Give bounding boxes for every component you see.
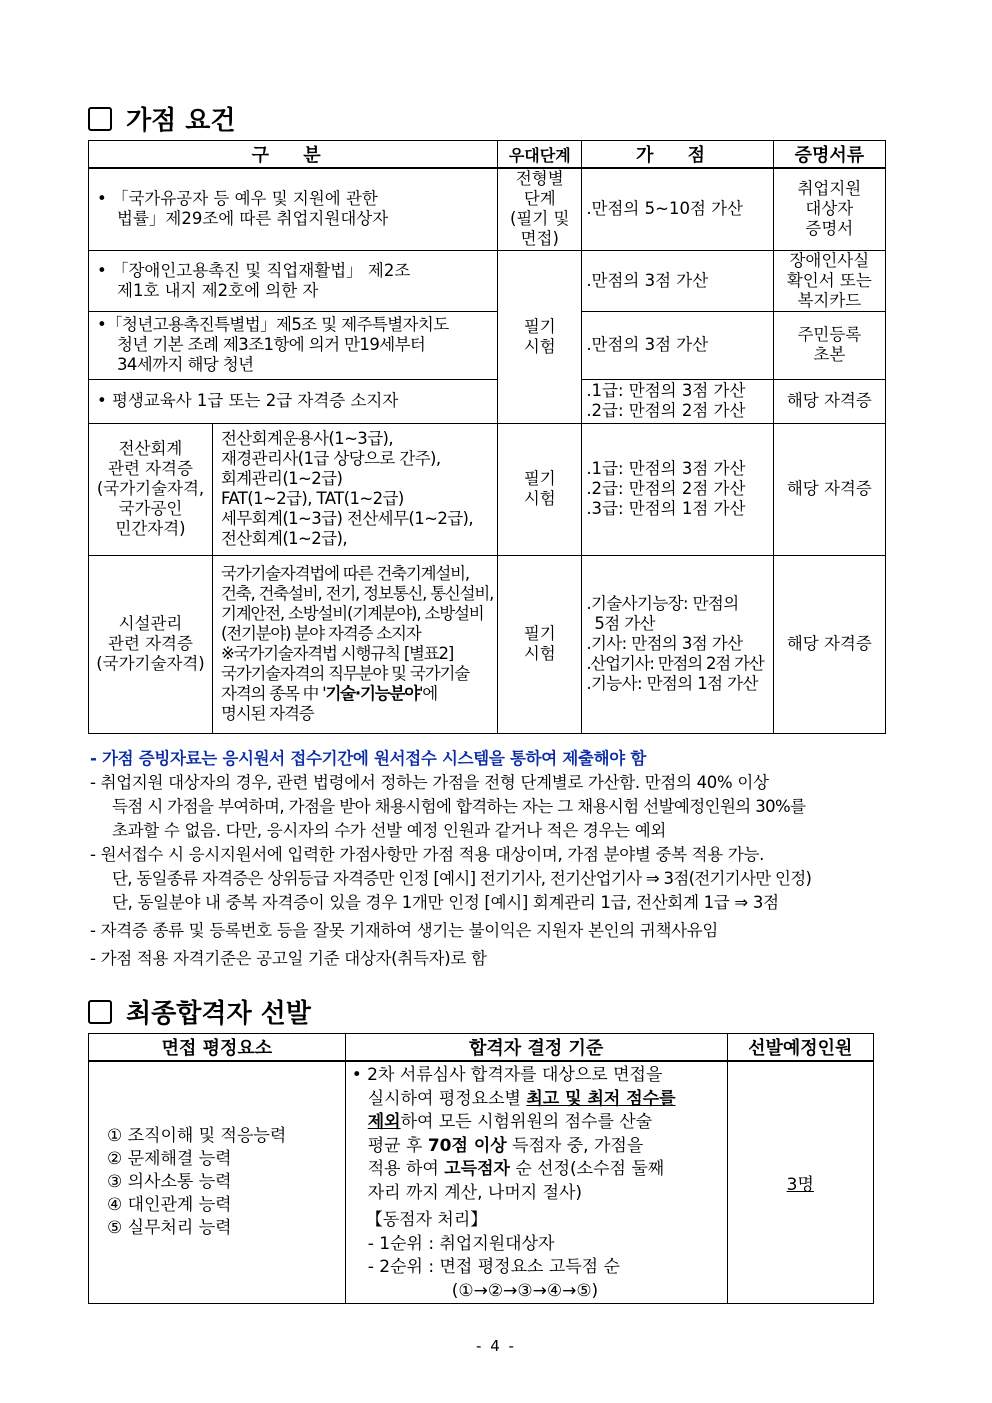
- text-line: 기계안전, 소방설비(기계분야), 소방설비: [220, 604, 484, 623]
- text-line: 필기: [523, 624, 556, 643]
- text: 실시하여 평정요소별: [367, 1088, 527, 1109]
- text-line: - 2순위 : 면접 평정요소 고득점 순: [367, 1257, 620, 1277]
- text-line: (필기 및: [510, 209, 570, 229]
- table-header-row: [89, 1034, 874, 1062]
- text-line: 자리 까지 계산, 나머지 절사): [367, 1182, 583, 1203]
- factor-item: ② 문제해결 능력: [107, 1149, 232, 1169]
- text-line: 시설관리: [118, 614, 183, 633]
- category-cell: [89, 168, 498, 250]
- text-line: 5점 가산: [594, 614, 655, 633]
- points-cell: [582, 250, 773, 311]
- table-header-row: [89, 141, 886, 169]
- note-line: - 자격증 종류 및 등록번호 등을 잘못 기재하여 생기는 불이익은 지원자 본인의 귀책사유임: [90, 921, 718, 940]
- docs-cell: [773, 555, 885, 733]
- text: 평생교육사 1급 또는 2급 자격증 소지자: [111, 391, 399, 410]
- section-title-bonus: [88, 100, 236, 137]
- text-line: 대상자: [805, 199, 854, 219]
- text-line: 초본: [813, 345, 846, 364]
- text-line: .3급: 만점의 1점 가산: [586, 499, 746, 518]
- table-row: [89, 555, 886, 733]
- text-line: 전형별: [515, 169, 564, 189]
- note-line: - 취업지원 대상자의 경우, 관련 법령에서 정하는 가점을 전형 단계별로 가산함. 만점의 40% 이상: [90, 773, 769, 792]
- page-number: - 4 -: [476, 1337, 516, 1355]
- text-line: .기술사기능장: 만점의: [586, 594, 739, 613]
- text-line: 면접): [520, 229, 559, 249]
- text-line: (①→②→③→④→⑤): [451, 1280, 599, 1301]
- text-line: 국가공인: [118, 499, 183, 518]
- text-line: [352, 1111, 723, 1135]
- text-line: [352, 1158, 723, 1182]
- section-title-final: [88, 993, 311, 1030]
- text-line: 주민등록: [797, 325, 862, 344]
- docs-cell: [773, 250, 885, 311]
- text: 순 선정(소수점 둘째: [509, 1159, 665, 1179]
- count-cell: [727, 1061, 873, 1304]
- text: 평균 후: [367, 1135, 428, 1156]
- text-line: 복지카드: [797, 290, 862, 310]
- stage-cell: [498, 423, 582, 555]
- category-cell: [89, 250, 498, 311]
- text-line: 확인서 또는: [786, 270, 872, 290]
- text-line: FAT(1~2급), TAT(1~2급): [220, 489, 404, 508]
- text: 「장애인고용촉진 및 직업재활법」 제2조: [111, 260, 411, 280]
- criteria-cell: [345, 1061, 727, 1304]
- group-cell: [89, 423, 213, 555]
- header-criteria: 합격자 결정 기준: [345, 1034, 727, 1062]
- text-line: (국가기술자격,: [96, 479, 205, 498]
- text-line: .2급: 만점의 2점 가산: [586, 401, 746, 420]
- text-line: .기능사: 만점의 1점 가산: [586, 674, 758, 693]
- factor-item: ④ 대인관계 능력: [107, 1195, 232, 1215]
- text-line: 전산회계(1~2급),: [220, 529, 348, 548]
- note-line: 단, 동일분야 내 중복 자격증이 있을 경우 1개만 인정 [예시] 회계관리 1급, 전산회계 1급 ⇒ 3점: [112, 893, 779, 912]
- text-line: .기사: 만점의 3점 가산: [586, 634, 743, 653]
- detail-cell: [212, 555, 497, 733]
- text-line: 관련 자격증: [108, 634, 193, 653]
- text-line: • 평생교육사 1급 또는 2급 자격증 소지자: [97, 391, 399, 410]
- text-line: .2급: 만점의 2점 가산: [586, 479, 746, 498]
- text: 적용 하여: [367, 1159, 445, 1179]
- underlined-text: 최고 및 최저 점수를: [526, 1088, 676, 1109]
- group-cell: [89, 555, 213, 733]
- text-line: 해당 자격증: [786, 479, 872, 498]
- bonus-requirements-table: [88, 140, 886, 734]
- factor-item: ③ 의사소통 능력: [107, 1172, 232, 1192]
- text-line: •「청년고용촉진특별법」제5조 및 제주특별자치도: [97, 315, 449, 334]
- note-line: - 원서접수 시 응시지원서에 입력한 가점사항만 가점 적용 대상이며, 가점 분야별 중복 적용 가능.: [90, 845, 765, 864]
- text-line: 법률」제29조에 따른 취업지원대상자: [117, 209, 389, 229]
- category-cell: [89, 379, 498, 423]
- table-row: [89, 168, 886, 250]
- text-line: 관련 자격증: [108, 459, 193, 478]
- header-docs: 증명서류: [773, 141, 885, 169]
- text: 득점자 중, 가점을: [506, 1135, 644, 1156]
- text-line: 명시된 자격증: [220, 704, 314, 723]
- text-line: 건축, 건축설비, 전기, 정보통신, 통신설비,: [220, 584, 494, 603]
- text-line: - 1순위 : 취업지원대상자: [367, 1233, 555, 1254]
- table-row: [89, 1061, 874, 1304]
- text-line: 증명서: [805, 219, 854, 239]
- note-line: 단, 동일종류 자격증은 상위등급 자격증만 인정 [예시] 전기기사, 전기산업기사 ⇒ 3점(전기기사만 인정): [112, 869, 812, 888]
- text-line: 시험: [523, 644, 556, 663]
- docs-cell: [773, 311, 885, 379]
- text-line: 해당 자격증: [786, 391, 872, 410]
- text-line: .1급: 만점의 3점 가산: [586, 459, 746, 478]
- stage-cell: [498, 168, 582, 250]
- table-row: [89, 311, 886, 379]
- stage-cell-merged: [498, 250, 582, 423]
- underlined-text: 제외: [367, 1112, 401, 1132]
- text-line: 세무회계(1~3급) 전산세무(1~2급),: [220, 509, 474, 528]
- text-line: ※국가기술자격법 시행규칙 [별표2]: [220, 644, 454, 663]
- factor-item: ① 조직이해 및 적응능력: [107, 1126, 287, 1146]
- text-line: • 2차 서류심사 합격자를 대상으로 면접을: [351, 1065, 663, 1085]
- detail-cell: [212, 423, 497, 555]
- bold-text: 고득점자: [444, 1159, 510, 1179]
- text-line: 취업지원: [797, 179, 862, 199]
- text-line: .만점의 3점 가산: [586, 335, 709, 354]
- text: 자격의 종목 中 ': [220, 684, 326, 703]
- docs-cell: [773, 379, 885, 423]
- text-line: 재경관리사(1급 상당으로 간주),: [220, 449, 441, 468]
- text: 「국가유공자 등 예우 및 지원에 관한: [111, 189, 378, 209]
- note-line: - 가점 적용 자격기준은 공고일 기준 대상자(취득자)로 함: [90, 949, 487, 968]
- stage-cell: [498, 555, 582, 733]
- text-line: 시험: [523, 489, 556, 508]
- note-line: - 가점 증빙자료는 응시원서 접수기간에 원서접수 시스템을 통하여 제출해야 함: [90, 749, 646, 768]
- header-count: 선발예정인원: [727, 1034, 873, 1062]
- text-line: • 「장애인고용촉진 및 직업재활법」 제2조: [97, 260, 411, 280]
- table-row: [89, 379, 886, 423]
- table-row: [89, 250, 886, 311]
- text-line: 【동점자 처리】: [365, 1210, 488, 1230]
- factor-item: ⑤ 실무처리 능력: [107, 1218, 232, 1238]
- header-factors: 면접 평정요소: [89, 1034, 346, 1062]
- text-line: [352, 1088, 723, 1112]
- points-cell: [582, 311, 773, 379]
- checkbox-square-icon: [88, 1000, 112, 1024]
- text-line: 해당 자격증: [786, 634, 872, 653]
- text-line: .만점의 5~10점 가산: [586, 199, 743, 219]
- text: 하여 모든 시험위원의 점수를 산술: [400, 1112, 653, 1132]
- text-line: .산업기사: 만점의 2점 가산: [586, 654, 764, 673]
- text-line: [352, 1135, 723, 1159]
- selection-count: 3명: [786, 1175, 814, 1195]
- text-line: • 「국가유공자 등 예우 및 지원에 관한: [97, 189, 378, 209]
- text-line: (국가기술자격): [96, 654, 205, 673]
- final-selection-table: [88, 1033, 874, 1304]
- bold-text: 기술·기능분야: [325, 684, 419, 703]
- points-cell: [582, 379, 773, 423]
- text-line: [221, 684, 493, 704]
- docs-cell: [773, 168, 885, 250]
- bold-text: 70점 이상: [427, 1135, 507, 1156]
- text-line: 제1호 내지 제2호에 의한 자: [117, 280, 319, 300]
- factors-cell: [89, 1061, 346, 1304]
- text-line: 회계관리(1~2급): [220, 469, 343, 488]
- text-line: .만점의 3점 가산: [586, 270, 709, 290]
- category-cell: [89, 311, 498, 379]
- table-row: [89, 423, 886, 555]
- header-stage: 우대단계: [498, 141, 582, 169]
- text-line: 전산회계: [118, 439, 183, 458]
- text-line: 단계: [523, 189, 556, 209]
- points-cell: [582, 555, 773, 733]
- docs-cell: [773, 423, 885, 555]
- text-line: .1급: 만점의 3점 가산: [586, 381, 746, 400]
- section-title-text: 가점 요건: [126, 106, 236, 136]
- text-line: 장애인사실: [789, 250, 870, 270]
- points-cell: [582, 423, 773, 555]
- text-line: 국가기술자격의 직무분야 및 국가기술: [220, 664, 469, 683]
- text: 「청년고용촉진특별법」제5조 및 제주특별자치도: [106, 315, 449, 334]
- section-title-text: 최종합격자 선발: [126, 999, 311, 1029]
- checkbox-square-icon: [88, 107, 112, 131]
- note-line: 득점 시 가점을 부여하며, 가점을 받아 채용시험에 합격하는 자는 그 채용시험 선발예정인원의 30%를: [112, 797, 806, 816]
- text-line: 34세까지 해당 청년: [117, 355, 254, 374]
- text-line: 전산회계운용사(1~3급),: [220, 429, 394, 448]
- text-line: 청년 기본 조례 제3조1항에 의거 만19세부터: [117, 335, 426, 354]
- text-line: 국가기술자격법에 따른 건축기계설비,: [220, 564, 469, 583]
- text-line: (전기분야) 분야 자격증 소지자: [220, 624, 421, 643]
- text-line: 시험: [523, 336, 556, 356]
- notes-list: [90, 747, 906, 971]
- text-line: 필기: [523, 469, 556, 488]
- header-points: 가 점: [582, 141, 773, 169]
- note-line: 초과할 수 없음. 다만, 응시자의 수가 선발 예정 인원과 같거나 적은 경우는 예외: [112, 821, 667, 840]
- text-line: 필기: [523, 316, 556, 336]
- points-cell: [582, 168, 773, 250]
- text-line: 민간자격): [115, 519, 186, 538]
- text: '에: [418, 684, 438, 703]
- header-category: 구 분: [89, 141, 498, 169]
